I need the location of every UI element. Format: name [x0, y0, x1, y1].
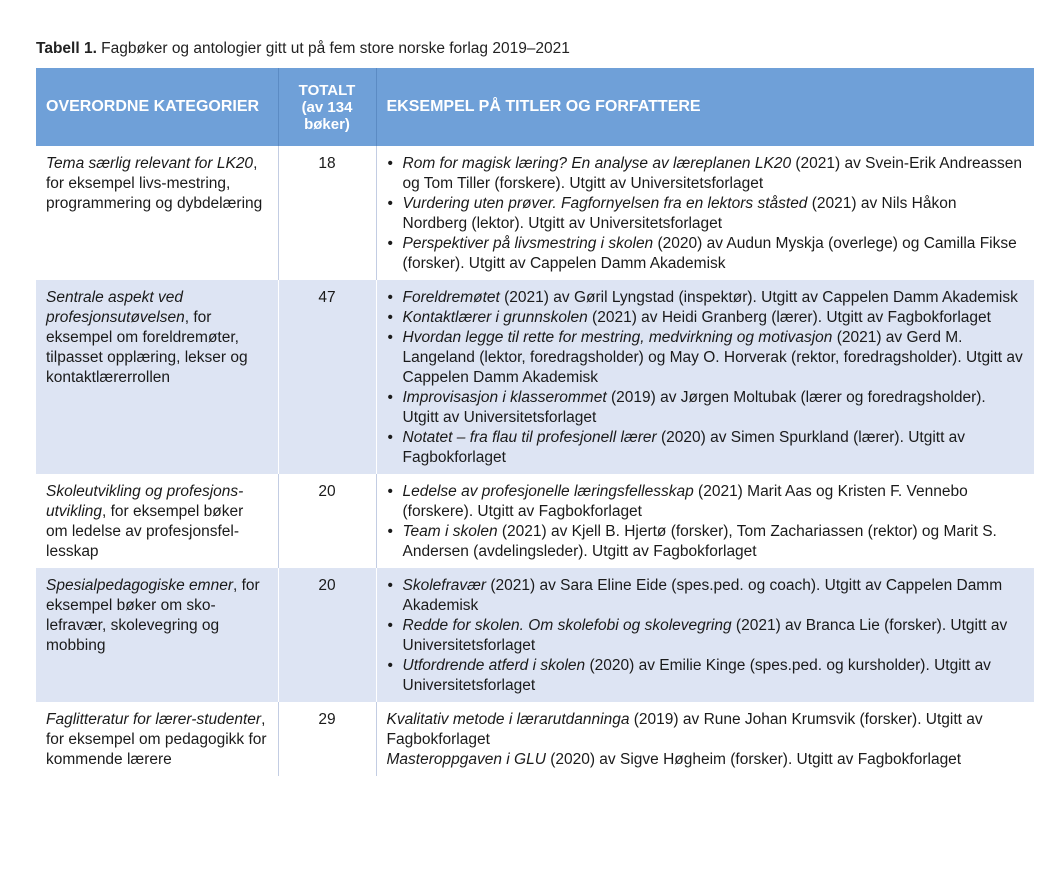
example-item — [403, 234, 1025, 274]
table-body — [36, 146, 1034, 776]
book-title: Improvisasjon i klasserommet — [402, 389, 607, 406]
book-details: (2021) av Svein-Erik Andreassen og Tom Tiller (forskere). Utgitt av Universitetsforlaget — [402, 155, 1022, 192]
book-details: (2020) av Sigve Høgheim (forsker). Utgitt av Fagbokforlaget — [545, 751, 962, 768]
example-item — [387, 710, 1025, 750]
examples-cell — [376, 280, 1034, 474]
book-title: Foreldremøtet — [402, 289, 500, 306]
header-total-text: TOTALT (av 134 bøker) — [298, 81, 356, 133]
table-row — [36, 146, 1034, 280]
book-title: Skolefravær — [402, 577, 487, 594]
category-cell — [36, 280, 278, 474]
category-title: Spesialpedagogiske emner — [46, 577, 233, 594]
category-cell — [36, 702, 278, 776]
example-item — [403, 194, 1025, 234]
example-item — [403, 576, 1025, 616]
category-cell — [36, 146, 278, 280]
examples-cell — [376, 474, 1034, 568]
book-title: Rom for magisk læring? En analyse av læreplanen LK20 — [402, 155, 792, 172]
example-item — [387, 750, 1025, 770]
example-item — [403, 428, 1025, 468]
table-caption — [36, 40, 570, 58]
book-details: (2021) av Kjell B. Hjertø (forsker), Tom Zachariassen (rektor) og Marit S. Andersen (avdelingsleder). Utgitt av Fagbokforlaget — [402, 523, 997, 560]
table-header-row — [36, 68, 1034, 146]
example-item — [403, 308, 1025, 328]
examples-list — [387, 154, 1025, 274]
book-title: Masteroppgaven i GLU — [386, 751, 546, 768]
example-item — [403, 616, 1025, 656]
example-item — [403, 328, 1025, 388]
category-title: Faglitteratur for lærer-studenter — [46, 711, 262, 728]
book-title: Vurdering uten prøver. Fagfornyelsen fra en lektors ståsted — [402, 195, 808, 212]
book-details: (2021) av Sara Eline Eide (spes.ped. og coach). Utgitt av Cappelen Damm Akademisk — [402, 577, 1003, 614]
total-cell: 20 — [278, 474, 376, 568]
category-description: , for eksempel bøker om ledelse av profesjonsfel-lesskap — [46, 503, 244, 560]
book-title: Utfordrende atferd i skolen — [402, 657, 586, 674]
header-total — [278, 68, 376, 146]
category-description: , for eksempel om foreldremøter, tilpasset opplæring, lekser og kontaktlærerrollen — [46, 309, 248, 386]
example-item — [403, 522, 1025, 562]
caption-text: Fagbøker og antologier gitt ut på fem store norske forlag 2019–2021 — [96, 40, 570, 57]
category-title: Tema særlig relevant for LK20 — [46, 155, 254, 172]
examples-cell — [376, 702, 1034, 776]
caption-label: Tabell 1. — [36, 40, 97, 57]
book-details: (2021) av Gerd M. Langeland (lektor, foredragsholder) og May O. Horverak (rektor, foredragsholder). Utgitt av Cappelen Damm Akademisk — [402, 329, 1023, 386]
total-cell: 18 — [278, 146, 376, 280]
example-item — [403, 482, 1025, 522]
category-cell — [36, 568, 278, 702]
category-description: , for eksempel bøker om sko-lefravær, skolevegring og mobbing — [46, 577, 260, 654]
category-description: , for eksempel livs-mestring, programmering og dybdelæring — [46, 155, 263, 212]
book-title: Notatet – fra flau til profesjonell lærer — [402, 429, 657, 446]
book-title: Redde for skolen. Om skolefobi og skolevegring — [402, 617, 732, 634]
examples-cell — [376, 146, 1034, 280]
book-details: (2019) av Jørgen Moltubak (lærer og foredragsholder). Utgitt av Universitetsforlaget — [402, 389, 986, 426]
example-item — [403, 388, 1025, 428]
table-row — [36, 568, 1034, 702]
book-details: (2020) av Simen Spurkland (lærer). Utgitt av Fagbokforlaget — [402, 429, 966, 466]
example-item — [403, 288, 1025, 308]
book-details: (2021) Marit Aas og Kristen F. Vennebo (forskere). Utgitt av Fagbokforlaget — [402, 483, 968, 520]
book-details: (2019) av Rune Johan Krumsvik (forsker). Utgitt av Fagbokforlaget — [386, 711, 983, 748]
category-title: Sentrale aspekt ved profesjonsutøvelsen — [46, 289, 185, 326]
book-title: Team i skolen — [402, 523, 498, 540]
book-details: (2021) av Heidi Granberg (lærer). Utgitt av Fagbokforlaget — [587, 309, 991, 326]
table-row — [36, 702, 1034, 776]
examples-list — [387, 288, 1025, 468]
examples-cell — [376, 568, 1034, 702]
example-item — [403, 656, 1025, 696]
book-details: (2021) av Branca Lie (forsker). Utgitt av Universitetsforlaget — [402, 617, 1008, 654]
examples-list — [387, 482, 1025, 562]
category-description: , for eksempel om pedagogikk for kommende lærere — [46, 711, 267, 768]
book-title: Perspektiver på livsmestring i skolen — [402, 235, 654, 252]
header-categories: OVERORDNE KATEGORIER — [36, 68, 278, 146]
book-details: (2020) av Audun Myskja (overlege) og Camilla Fikse (forsker). Utgitt av Cappelen Damm Akademisk — [402, 235, 1017, 272]
books-table — [36, 68, 1034, 776]
category-title: Skoleutvikling og profesjons-utvikling — [46, 483, 244, 520]
total-cell: 47 — [278, 280, 376, 474]
book-title: Kvalitativ metode i lærarutdanninga — [386, 711, 630, 728]
example-item — [403, 154, 1025, 194]
book-details: (2020) av Emilie Kinge (spes.ped. og kursholder). Utgitt av Universitetsforlaget — [402, 657, 991, 694]
total-cell: 20 — [278, 568, 376, 702]
total-cell: 29 — [278, 702, 376, 776]
header-examples: EKSEMPEL PÅ TITLER OG FORFATTERE — [376, 68, 1034, 146]
book-title: Ledelse av profesjonelle læringsfellesskap — [402, 483, 694, 500]
examples-list — [387, 576, 1025, 696]
book-title: Hvordan legge til rette for mestring, medvirkning og motivasjon — [402, 329, 833, 346]
book-title: Kontaktlærer i grunnskolen — [402, 309, 588, 326]
table-row — [36, 280, 1034, 474]
book-details: (2021) av Nils Håkon Nordberg (lektor). Utgitt av Universitetsforlaget — [402, 195, 957, 232]
category-cell — [36, 474, 278, 568]
book-details: (2021) av Gøril Lyngstad (inspektør). Utgitt av Cappelen Damm Akademisk — [499, 289, 1018, 306]
table-row — [36, 474, 1034, 568]
